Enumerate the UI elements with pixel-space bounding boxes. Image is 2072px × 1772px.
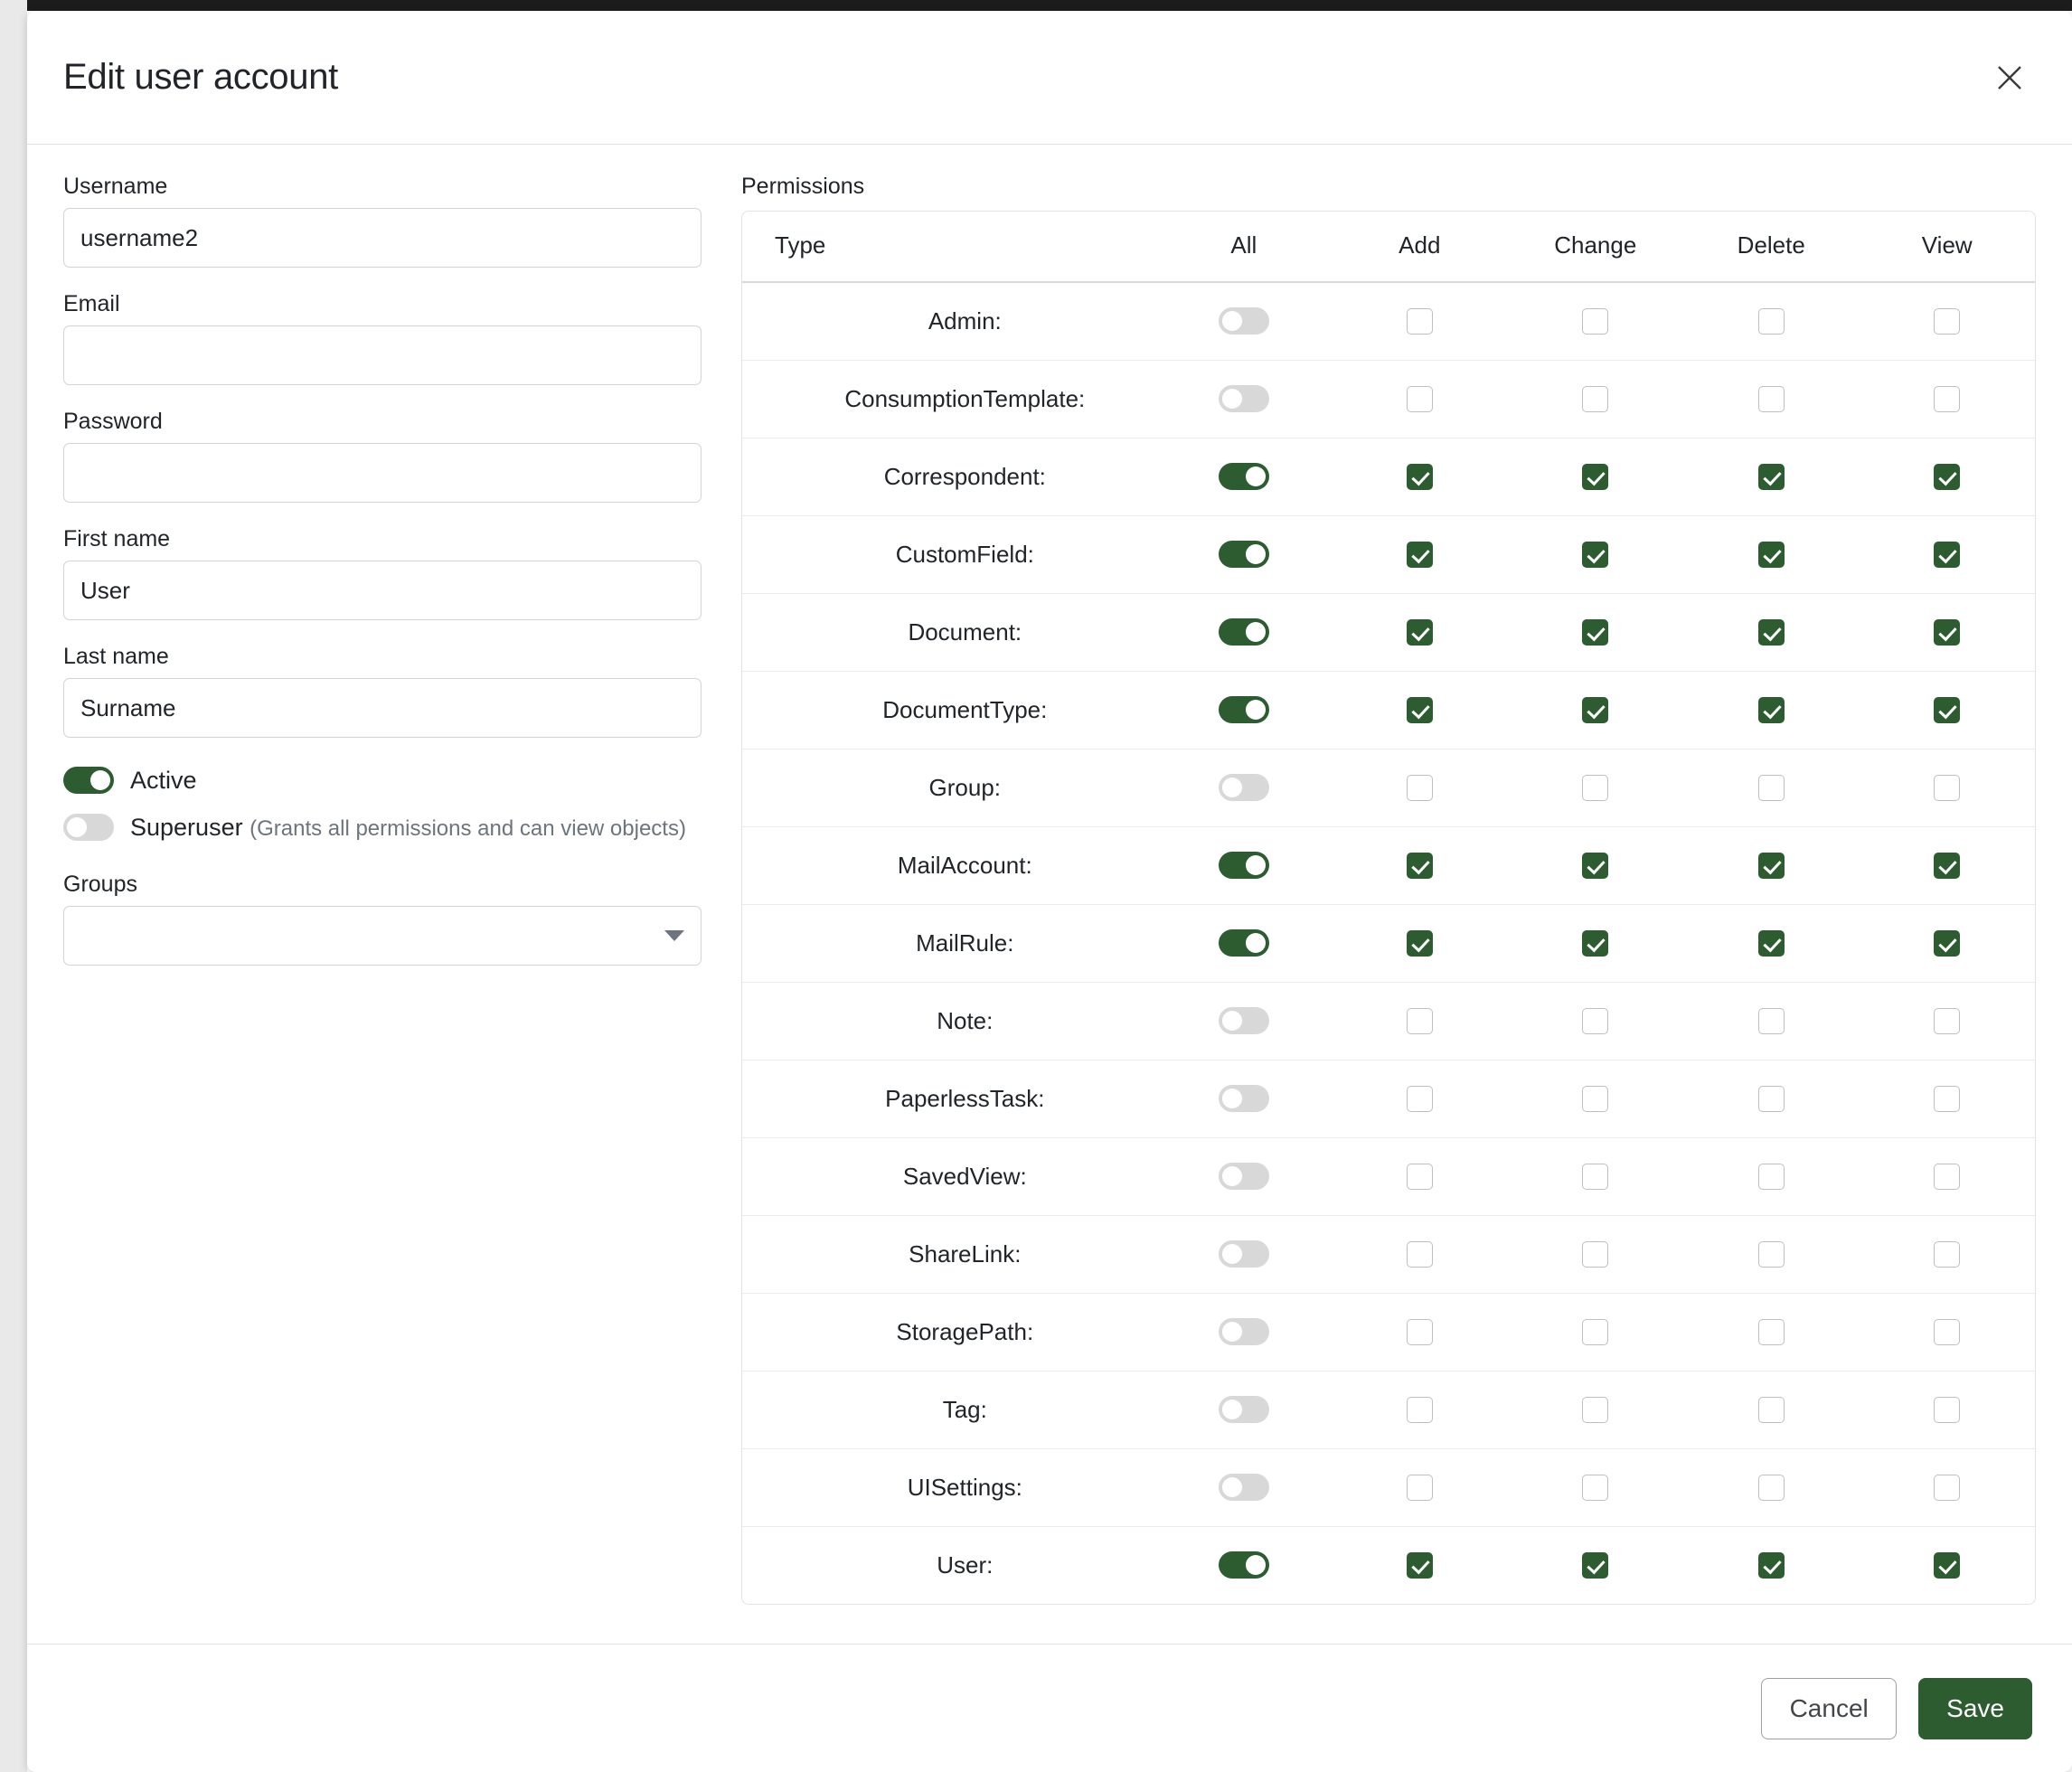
column-header-add: Add — [1332, 212, 1507, 282]
permission-delete-checkbox-cell — [1683, 904, 1859, 982]
permission-view-checkbox-cell — [1859, 1371, 2035, 1448]
permission-add-checkbox-cell — [1332, 982, 1507, 1060]
permission-view-checkbox-cell — [1859, 360, 2035, 438]
permission-change-checkbox[interactable] — [1582, 1164, 1608, 1190]
permission-view-checkbox[interactable] — [1934, 853, 1960, 879]
table-row — [742, 749, 2035, 826]
groups-field-group — [63, 872, 702, 966]
permission-view-checkbox[interactable] — [1934, 1164, 1960, 1190]
permission-view-checkbox[interactable] — [1934, 930, 1960, 957]
permissions-table-wrapper — [741, 211, 2036, 1605]
permission-view-checkbox-cell — [1859, 282, 2035, 360]
permission-all-cell — [1156, 1526, 1332, 1604]
permission-change-checkbox[interactable] — [1582, 697, 1608, 723]
password-input[interactable] — [63, 443, 702, 503]
active-label: Active — [130, 767, 197, 794]
permission-type-label: ShareLink: — [742, 1215, 1156, 1293]
cancel-button[interactable]: Cancel — [1761, 1678, 1897, 1739]
permission-change-checkbox[interactable] — [1582, 308, 1608, 335]
permission-view-checkbox-cell — [1859, 1448, 2035, 1526]
permission-delete-checkbox-cell — [1683, 1215, 1859, 1293]
column-header-change: Change — [1508, 212, 1683, 282]
permission-delete-checkbox-cell — [1683, 671, 1859, 749]
permission-add-checkbox-cell — [1332, 904, 1507, 982]
permission-view-checkbox[interactable] — [1934, 619, 1960, 646]
permission-type-label: Admin: — [742, 282, 1156, 360]
last-name-input[interactable] — [63, 678, 702, 738]
permission-add-checkbox[interactable] — [1407, 1086, 1433, 1112]
permission-delete-checkbox-cell — [1683, 1371, 1859, 1448]
permission-delete-checkbox-cell — [1683, 826, 1859, 904]
permission-change-checkbox[interactable] — [1582, 1552, 1608, 1579]
permission-add-checkbox[interactable] — [1407, 464, 1433, 490]
permission-all-toggle[interactable] — [1219, 618, 1269, 646]
permission-change-checkbox[interactable] — [1582, 1241, 1608, 1268]
last-name-field-group — [63, 644, 702, 738]
permission-delete-checkbox-cell — [1683, 749, 1859, 826]
table-row — [742, 1293, 2035, 1371]
permission-add-checkbox[interactable] — [1407, 853, 1433, 879]
permission-view-checkbox[interactable] — [1934, 775, 1960, 801]
permission-change-checkbox-cell — [1508, 1448, 1683, 1526]
groups-select[interactable] — [63, 906, 702, 966]
permission-change-checkbox[interactable] — [1582, 1475, 1608, 1501]
permission-delete-checkbox[interactable] — [1758, 853, 1785, 879]
permission-type-label: Document: — [742, 593, 1156, 671]
permission-all-toggle[interactable] — [1219, 1551, 1269, 1579]
permission-change-checkbox[interactable] — [1582, 386, 1608, 412]
username-field-group — [63, 174, 702, 268]
permission-delete-checkbox[interactable] — [1758, 930, 1785, 957]
dialog-title: Edit user account — [63, 57, 338, 97]
permission-change-checkbox-cell — [1508, 515, 1683, 593]
permissions-title: Permissions — [741, 174, 865, 199]
first-name-label: First name — [63, 526, 171, 551]
password-field-group — [63, 409, 702, 503]
permission-add-checkbox-cell — [1332, 1448, 1507, 1526]
permission-change-checkbox-cell — [1508, 1215, 1683, 1293]
permission-view-checkbox[interactable] — [1934, 386, 1960, 412]
permission-all-toggle[interactable] — [1219, 852, 1269, 879]
window-top-bar — [0, 0, 2072, 11]
permission-change-checkbox-cell — [1508, 438, 1683, 515]
permission-add-checkbox-cell — [1332, 515, 1507, 593]
groups-label: Groups — [63, 872, 137, 897]
permission-view-checkbox[interactable] — [1934, 1241, 1960, 1268]
permission-all-cell — [1156, 982, 1332, 1060]
permission-all-toggle[interactable] — [1219, 1474, 1269, 1501]
permission-delete-checkbox[interactable] — [1758, 1241, 1785, 1268]
superuser-hint: (Grants all permissions and can view objects) — [250, 816, 686, 841]
permissions-section — [741, 174, 2036, 1644]
permission-delete-checkbox-cell — [1683, 282, 1859, 360]
permission-type-label: Correspondent: — [742, 438, 1156, 515]
table-row — [742, 671, 2035, 749]
permission-all-toggle[interactable] — [1219, 1240, 1269, 1268]
page-left-edge — [0, 0, 27, 1772]
table-row — [742, 360, 2035, 438]
permission-view-checkbox[interactable] — [1934, 1552, 1960, 1579]
permission-view-checkbox-cell — [1859, 1215, 2035, 1293]
permission-change-checkbox[interactable] — [1582, 1086, 1608, 1112]
permission-all-toggle[interactable] — [1219, 929, 1269, 957]
permission-type-label: MailAccount: — [742, 826, 1156, 904]
permission-delete-checkbox[interactable] — [1758, 386, 1785, 412]
permission-add-checkbox-cell — [1332, 1526, 1507, 1604]
permission-add-checkbox[interactable] — [1407, 775, 1433, 801]
permission-view-checkbox-cell — [1859, 1526, 2035, 1604]
permission-change-checkbox[interactable] — [1582, 775, 1608, 801]
permission-add-checkbox-cell — [1332, 1137, 1507, 1215]
table-row — [742, 1137, 2035, 1215]
permission-view-checkbox[interactable] — [1934, 1086, 1960, 1112]
permission-delete-checkbox[interactable] — [1758, 1397, 1785, 1423]
superuser-toggle-row — [63, 808, 702, 848]
permission-type-label: PaperlessTask: — [742, 1060, 1156, 1137]
permission-delete-checkbox-cell — [1683, 982, 1859, 1060]
table-row — [742, 982, 2035, 1060]
permission-view-checkbox-cell — [1859, 982, 2035, 1060]
username-input[interactable] — [63, 208, 702, 268]
permission-type-label: ConsumptionTemplate: — [742, 360, 1156, 438]
permission-delete-checkbox[interactable] — [1758, 308, 1785, 335]
table-row — [742, 282, 2035, 360]
superuser-label — [130, 808, 686, 848]
permission-view-checkbox-cell — [1859, 826, 2035, 904]
permission-change-checkbox-cell — [1508, 360, 1683, 438]
permission-view-checkbox-cell — [1859, 1137, 2035, 1215]
permission-all-cell — [1156, 826, 1332, 904]
table-row — [742, 438, 2035, 515]
permission-all-cell — [1156, 1371, 1332, 1448]
first-name-field-group — [63, 526, 702, 620]
permission-all-toggle[interactable] — [1219, 463, 1269, 490]
table-row — [742, 515, 2035, 593]
dialog-body — [27, 145, 2072, 1644]
permission-all-toggle[interactable] — [1219, 1007, 1269, 1034]
table-row — [742, 593, 2035, 671]
permission-change-checkbox-cell — [1508, 671, 1683, 749]
permission-add-checkbox[interactable] — [1407, 1241, 1433, 1268]
permission-add-checkbox[interactable] — [1407, 542, 1433, 568]
permission-change-checkbox[interactable] — [1582, 930, 1608, 957]
permission-view-checkbox-cell — [1859, 904, 2035, 982]
username-label: Username — [63, 174, 168, 199]
table-row — [742, 1060, 2035, 1137]
permission-view-checkbox-cell — [1859, 515, 2035, 593]
column-header-view: View — [1859, 212, 2035, 282]
permission-view-checkbox[interactable] — [1934, 697, 1960, 723]
permission-type-label: DocumentType: — [742, 671, 1156, 749]
last-name-label: Last name — [63, 644, 169, 669]
permission-change-checkbox[interactable] — [1582, 1319, 1608, 1345]
permission-change-checkbox[interactable] — [1582, 1008, 1608, 1034]
permission-view-checkbox[interactable] — [1934, 1475, 1960, 1501]
permission-add-checkbox-cell — [1332, 360, 1507, 438]
email-field-group — [63, 291, 702, 385]
permission-all-cell — [1156, 1215, 1332, 1293]
permission-type-label: UISettings: — [742, 1448, 1156, 1526]
permission-add-checkbox-cell — [1332, 671, 1507, 749]
permission-add-checkbox-cell — [1332, 1371, 1507, 1448]
email-input[interactable] — [63, 325, 702, 385]
permission-change-checkbox-cell — [1508, 1137, 1683, 1215]
permission-all-toggle[interactable] — [1219, 696, 1269, 723]
permission-add-checkbox[interactable] — [1407, 1164, 1433, 1190]
permission-all-cell — [1156, 1137, 1332, 1215]
active-toggle-row — [63, 761, 702, 799]
permission-change-checkbox-cell — [1508, 593, 1683, 671]
permission-type-label: SavedView: — [742, 1137, 1156, 1215]
permission-add-checkbox[interactable] — [1407, 697, 1433, 723]
first-name-input[interactable] — [63, 561, 702, 620]
permission-all-cell — [1156, 1448, 1332, 1526]
permission-view-checkbox-cell — [1859, 593, 2035, 671]
permission-view-checkbox[interactable] — [1934, 464, 1960, 490]
permission-view-checkbox[interactable] — [1934, 1319, 1960, 1345]
permission-view-checkbox-cell — [1859, 1293, 2035, 1371]
superuser-toggle[interactable] — [63, 814, 114, 841]
permission-delete-checkbox[interactable] — [1758, 1475, 1785, 1501]
permission-add-checkbox-cell — [1332, 749, 1507, 826]
permission-all-cell — [1156, 360, 1332, 438]
permission-delete-checkbox-cell — [1683, 593, 1859, 671]
column-header-all: All — [1156, 212, 1332, 282]
permission-view-checkbox-cell — [1859, 671, 2035, 749]
permission-view-checkbox-cell — [1859, 438, 2035, 515]
table-row — [742, 1371, 2035, 1448]
permission-change-checkbox[interactable] — [1582, 1397, 1608, 1423]
permission-all-toggle[interactable] — [1219, 1396, 1269, 1423]
permission-delete-checkbox[interactable] — [1758, 1086, 1785, 1112]
permission-delete-checkbox[interactable] — [1758, 775, 1785, 801]
permission-add-checkbox-cell — [1332, 282, 1507, 360]
permission-all-toggle[interactable] — [1219, 774, 1269, 801]
permission-all-cell — [1156, 904, 1332, 982]
permission-add-checkbox[interactable] — [1407, 308, 1433, 335]
permission-add-checkbox-cell — [1332, 593, 1507, 671]
permission-all-toggle[interactable] — [1219, 541, 1269, 568]
permission-all-cell — [1156, 671, 1332, 749]
permission-delete-checkbox-cell — [1683, 1526, 1859, 1604]
permission-delete-checkbox[interactable] — [1758, 1008, 1785, 1034]
superuser-label-text: Superuser — [130, 814, 243, 841]
permission-change-checkbox[interactable] — [1582, 542, 1608, 568]
permission-type-label: Note: — [742, 982, 1156, 1060]
permissions-table-head — [742, 212, 2035, 282]
permission-all-toggle[interactable] — [1219, 1163, 1269, 1190]
permissions-table — [742, 212, 2035, 1604]
permission-all-toggle[interactable] — [1219, 307, 1269, 335]
permission-change-checkbox[interactable] — [1582, 619, 1608, 646]
permission-all-cell — [1156, 282, 1332, 360]
permission-change-checkbox[interactable] — [1582, 853, 1608, 879]
user-details-form — [63, 174, 702, 1644]
permission-delete-checkbox[interactable] — [1758, 697, 1785, 723]
permission-type-label: MailRule: — [742, 904, 1156, 982]
permission-all-cell — [1156, 749, 1332, 826]
permission-view-checkbox[interactable] — [1934, 542, 1960, 568]
permission-add-checkbox[interactable] — [1407, 619, 1433, 646]
permission-delete-checkbox-cell — [1683, 1293, 1859, 1371]
dialog-footer — [27, 1644, 2072, 1772]
permission-change-checkbox-cell — [1508, 1293, 1683, 1371]
permission-type-label: CustomField: — [742, 515, 1156, 593]
permission-add-checkbox[interactable] — [1407, 386, 1433, 412]
permission-all-toggle[interactable] — [1219, 1085, 1269, 1112]
permission-delete-checkbox-cell — [1683, 1448, 1859, 1526]
close-icon[interactable] — [1985, 53, 2034, 102]
edit-user-dialog — [27, 11, 2072, 1772]
permission-all-toggle[interactable] — [1219, 1318, 1269, 1345]
permission-type-label: User: — [937, 1550, 994, 1579]
permission-view-checkbox[interactable] — [1934, 1008, 1960, 1034]
permission-delete-checkbox-cell — [1683, 1060, 1859, 1137]
table-row — [742, 826, 2035, 904]
permission-change-checkbox-cell — [1508, 826, 1683, 904]
active-toggle[interactable] — [63, 767, 114, 794]
permission-change-checkbox-cell — [1508, 1526, 1683, 1604]
permission-add-checkbox[interactable] — [1407, 1475, 1433, 1501]
permission-change-checkbox[interactable] — [1582, 464, 1608, 490]
permission-add-checkbox-cell — [1332, 826, 1507, 904]
permission-change-checkbox-cell — [1508, 904, 1683, 982]
permission-delete-checkbox[interactable] — [1758, 542, 1785, 568]
permission-change-checkbox-cell — [1508, 1060, 1683, 1137]
permission-type-label: Tag: — [742, 1371, 1156, 1448]
permission-add-checkbox-cell — [1332, 438, 1507, 515]
permission-delete-checkbox-cell — [1683, 438, 1859, 515]
permission-type-label: StoragePath: — [742, 1293, 1156, 1371]
permission-delete-checkbox[interactable] — [1758, 464, 1785, 490]
permission-all-toggle[interactable] — [1219, 385, 1269, 412]
dialog-header — [27, 11, 2072, 145]
permission-add-checkbox[interactable] — [1407, 930, 1433, 957]
save-button[interactable]: Save — [1918, 1678, 2032, 1739]
permission-delete-checkbox-cell — [1683, 360, 1859, 438]
permission-view-checkbox-cell — [1859, 1060, 2035, 1137]
permission-add-checkbox[interactable] — [1407, 1552, 1433, 1579]
permission-delete-checkbox-cell — [1683, 515, 1859, 593]
permission-add-checkbox-cell — [1332, 1060, 1507, 1137]
column-header-delete: Delete — [1683, 212, 1859, 282]
permission-all-cell — [1156, 1060, 1332, 1137]
permission-add-checkbox[interactable] — [1407, 1008, 1433, 1034]
permission-type-label: Group: — [742, 749, 1156, 826]
table-row — [742, 1526, 2035, 1604]
permission-delete-checkbox[interactable] — [1758, 1552, 1785, 1579]
permission-delete-checkbox[interactable] — [1758, 1319, 1785, 1345]
permission-add-checkbox-cell — [1332, 1293, 1507, 1371]
permission-all-cell — [1156, 438, 1332, 515]
table-row — [742, 1448, 2035, 1526]
chevron-down-icon — [664, 930, 684, 941]
column-header-type: Type — [742, 212, 1156, 282]
permission-view-checkbox[interactable] — [1934, 1397, 1960, 1423]
permission-all-cell — [1156, 1293, 1332, 1371]
permissions-table-body — [742, 282, 2035, 1604]
password-label: Password — [63, 409, 163, 434]
permission-add-checkbox[interactable] — [1407, 1319, 1433, 1345]
table-row — [742, 904, 2035, 982]
permission-delete-checkbox[interactable] — [1758, 619, 1785, 646]
permission-add-checkbox[interactable] — [1407, 1397, 1433, 1423]
permission-all-cell — [1156, 515, 1332, 593]
permission-view-checkbox-cell — [1859, 749, 2035, 826]
permission-change-checkbox-cell — [1508, 1371, 1683, 1448]
email-label: Email — [63, 291, 120, 316]
permissions-header-row — [742, 212, 2035, 282]
permission-add-checkbox-cell — [1332, 1215, 1507, 1293]
permission-change-checkbox-cell — [1508, 749, 1683, 826]
permission-view-checkbox[interactable] — [1934, 308, 1960, 335]
permission-delete-checkbox[interactable] — [1758, 1164, 1785, 1190]
permission-change-checkbox-cell — [1508, 282, 1683, 360]
permission-delete-checkbox-cell — [1683, 1137, 1859, 1215]
permission-all-cell — [1156, 593, 1332, 671]
table-row — [742, 1215, 2035, 1293]
permission-change-checkbox-cell — [1508, 982, 1683, 1060]
